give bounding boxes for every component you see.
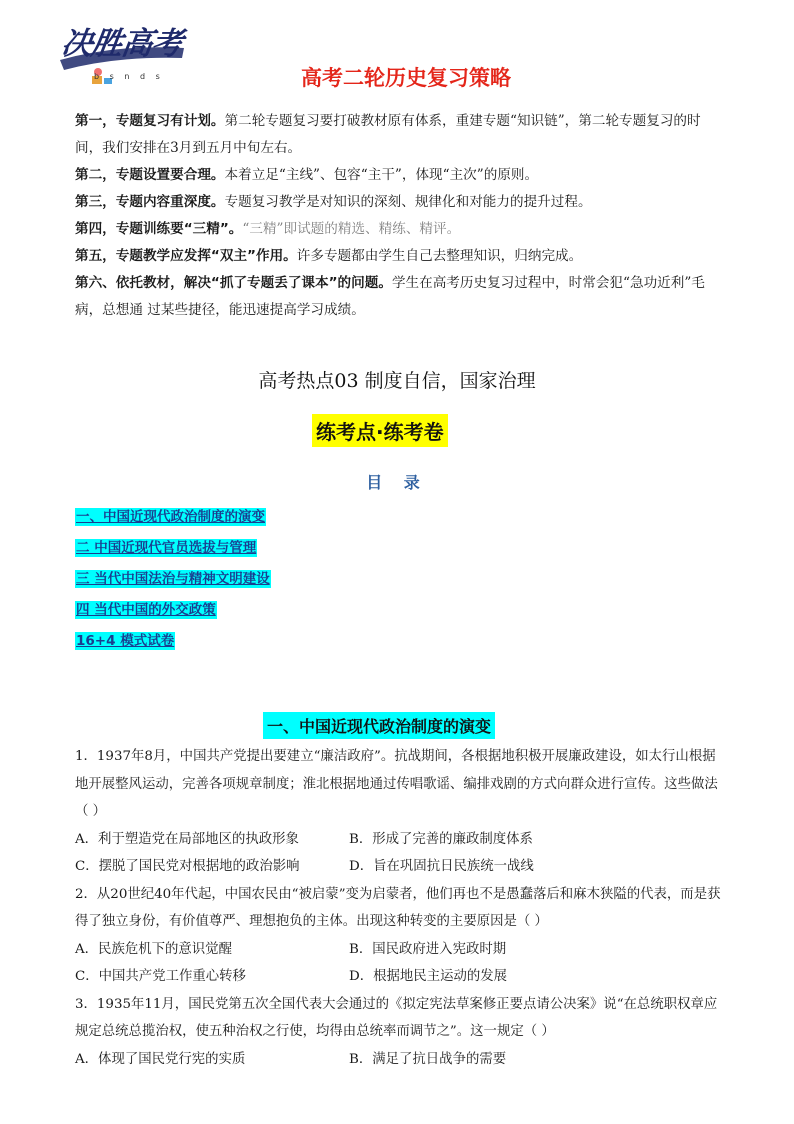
intro-text: 学生在高考历史复习过程中，时常会犯“急功近利”毛病，总想通 过某些捷径，能迅速提高学习成绩。	[75, 275, 705, 318]
question-stem: 1．1937年8月，中国共产党提出要建立“廉洁政府”。抗战期间，各根据地积极开展廉政建设，如太行山根据地开展整风运动，完善各项规章制度；淮北根据地通过传唱歌谣、编排戏剧的方式向群众进行宣传。这些做法（ ）	[75, 749, 718, 819]
toc-item	[75, 505, 271, 536]
toc-link-2[interactable]: 二 中国近现代官员选拔与管理	[76, 540, 257, 556]
toc-link-5[interactable]: 16+4 模式试卷	[76, 633, 175, 649]
toc-item	[75, 536, 271, 567]
intro-lead: 第五，专题教学应发挥“双主”作用。	[75, 248, 297, 264]
intro-text: 第二轮专题复习要打破教材原有体系，重建专题“知识链”，第二轮专题复习的时间，我们安排在3月到五月中旬左右。	[75, 113, 701, 156]
logo-text: 决胜高考	[58, 26, 185, 62]
intro-paragraph	[75, 216, 725, 243]
toc-item	[75, 598, 271, 629]
toc-title: 目 录	[366, 473, 428, 492]
table-of-contents	[75, 505, 271, 660]
intro-lead: 第三，专题内容重深度。	[75, 194, 225, 210]
question-list	[75, 743, 725, 1073]
intro-text: “三精”即试题的精选、精练、精评。	[242, 221, 461, 237]
question-options	[75, 1046, 725, 1074]
question	[75, 991, 725, 1074]
option-c[interactable]: C．中国共产党工作重心转移	[75, 969, 246, 984]
intro-lead: 第一，专题复习有计划。	[75, 113, 225, 129]
practice-label: 练考点·练考卷	[312, 414, 448, 447]
intro-lead: 第六、依托教材，解决“抓了专题丢了课本”的问题。	[75, 275, 392, 291]
toc-item	[75, 629, 271, 660]
question-options	[75, 936, 725, 991]
question-stem: 2．从20世纪40年代起，中国农民由“被启蒙”变为启蒙者，他们再也不是愚蠢落后和麻木狭隘的代表，而是获得了独立身份，有价值尊严、理想抱负的主体。出现这种转变的主要原因是（ ）	[75, 886, 721, 929]
logo-subtext: b s n d s	[94, 72, 164, 81]
option-d[interactable]: D．根据地民主运动的发展	[349, 969, 508, 984]
toc-link-1[interactable]: 一、中国近现代政治制度的演变	[76, 509, 265, 525]
option-b[interactable]: B．满足了抗日战争的需要	[349, 1051, 507, 1067]
toc-link-4[interactable]: 四 当代中国的外交政策	[76, 602, 216, 618]
option-d[interactable]: D．旨在巩固抗日民族统一战线	[349, 859, 534, 874]
option-b[interactable]: B．形成了完善的廉政制度体系	[349, 831, 533, 847]
option-a[interactable]: A．民族危机下的意识觉醒	[75, 941, 232, 957]
document-title: 高考二轮历史复习策略	[301, 66, 511, 90]
intro-paragraph	[75, 189, 725, 216]
toc-link-3[interactable]: 三 当代中国法治与精神文明建设	[76, 571, 270, 587]
intro-strategy-list	[75, 108, 725, 324]
intro-text: 本着立足“主线”、包容“主干”，体现“主次”的原则。	[224, 167, 539, 183]
intro-lead: 第二，专题设置要合理。	[75, 167, 225, 183]
hot-topic-title: 高考热点03 制度自信，国家治理	[258, 370, 536, 392]
question	[75, 743, 725, 881]
option-a[interactable]: A．利于塑造党在局部地区的执政形象	[75, 831, 299, 847]
intro-paragraph	[75, 243, 725, 270]
intro-paragraph	[75, 162, 725, 189]
intro-text: 专题复习教学是对知识的深刻、规律化和对能力的提升过程。	[224, 194, 592, 210]
question	[75, 881, 725, 991]
question-stem: 3．1935年11月，国民党第五次全国代表大会通过的《拟定宪法草案修正要点请公决案》说“在总统职权章应规定总统总揽治权，使五种治权之行使，均得由总统率而调节之”。这一规定（ ）	[75, 996, 718, 1039]
intro-text: 许多专题都由学生自己去整理知识，归纳完成。	[296, 248, 583, 264]
intro-paragraph	[75, 108, 725, 162]
option-c[interactable]: C．摆脱了国民党对根据地的政治影响	[75, 859, 300, 874]
toc-item	[75, 567, 271, 598]
intro-lead: 第四，专题训练要“三精”。	[75, 221, 243, 237]
option-a[interactable]: A．体现了国民党行宪的实质	[75, 1051, 246, 1067]
question-options	[75, 826, 725, 881]
section-heading: 一、中国近现代政治制度的演变	[263, 712, 495, 739]
option-b[interactable]: B．国民政府进入宪政时期	[349, 941, 507, 957]
intro-paragraph	[75, 270, 725, 324]
